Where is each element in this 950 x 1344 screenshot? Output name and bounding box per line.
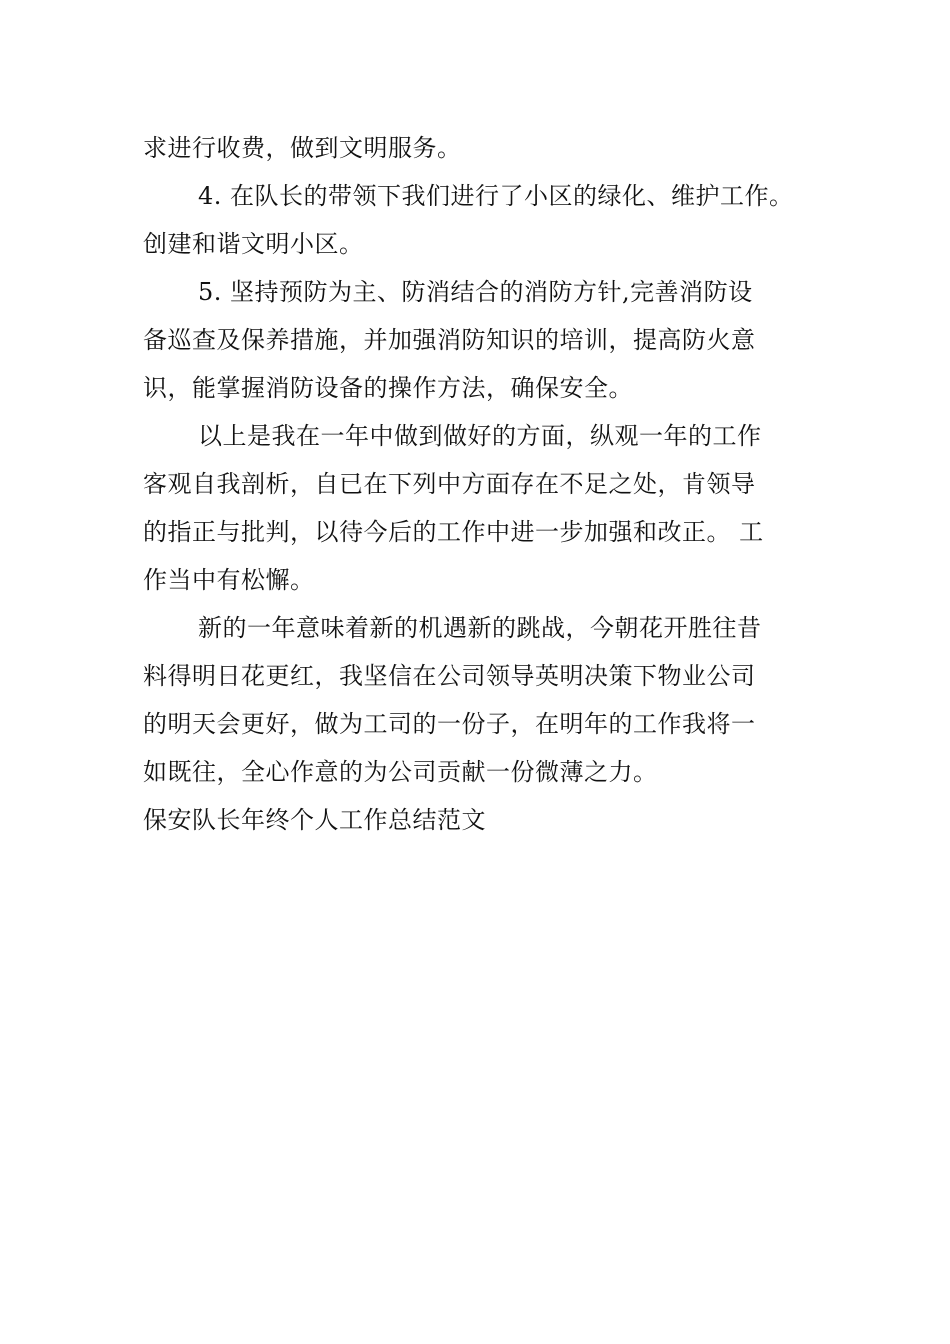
paragraph-outlook-line-3: 的明天会更好，做为工司的一份子，在明年的工作我将一 [143, 710, 756, 738]
text-line: 求进行收费，做到文明服务。 [143, 134, 462, 162]
paragraph-outlook-line-2: 料得明日花更红，我坚信在公司领导英明决策下物业公司 [143, 662, 756, 690]
list-item-5-line-1: 5. 坚持预防为主、防消结合的消防方针,完善消防设 [198, 278, 753, 306]
list-item-4-line-1: 4. 在队长的带领下我们进行了小区的绿化、维护工作。 [198, 182, 794, 210]
paragraph-summary-line-2: 客观自我剖析，自已在下列中方面存在不足之处，肯领导 [143, 470, 756, 498]
paragraph-summary-line-1: 以上是我在一年中做到做好的方面，纵观一年的工作 [198, 422, 762, 450]
list-item-5-line-3: 识，能掌握消防设备的操作方法，确保安全。 [143, 374, 633, 402]
section-title: 保安队长年终个人工作总结范文 [143, 806, 486, 834]
list-item-5-line-2: 备巡查及保养措施，并加强消防知识的培训，提高防火意 [143, 326, 756, 354]
document-body [143, 124, 833, 844]
list-item-4-line-2: 创建和谐文明小区。 [143, 230, 364, 258]
paragraph-outlook-line-4: 如既往，全心作意的为公司贡献一份微薄之力。 [143, 758, 658, 786]
paragraph-summary-line-4: 作当中有松懈。 [143, 566, 315, 594]
paragraph-summary-line-3: 的指正与批判，以待今后的工作中进一步加强和改正。 工 [143, 518, 764, 546]
paragraph-outlook-line-1: 新的一年意味着新的机遇新的跳战，今朝花开胜往昔 [198, 614, 762, 642]
